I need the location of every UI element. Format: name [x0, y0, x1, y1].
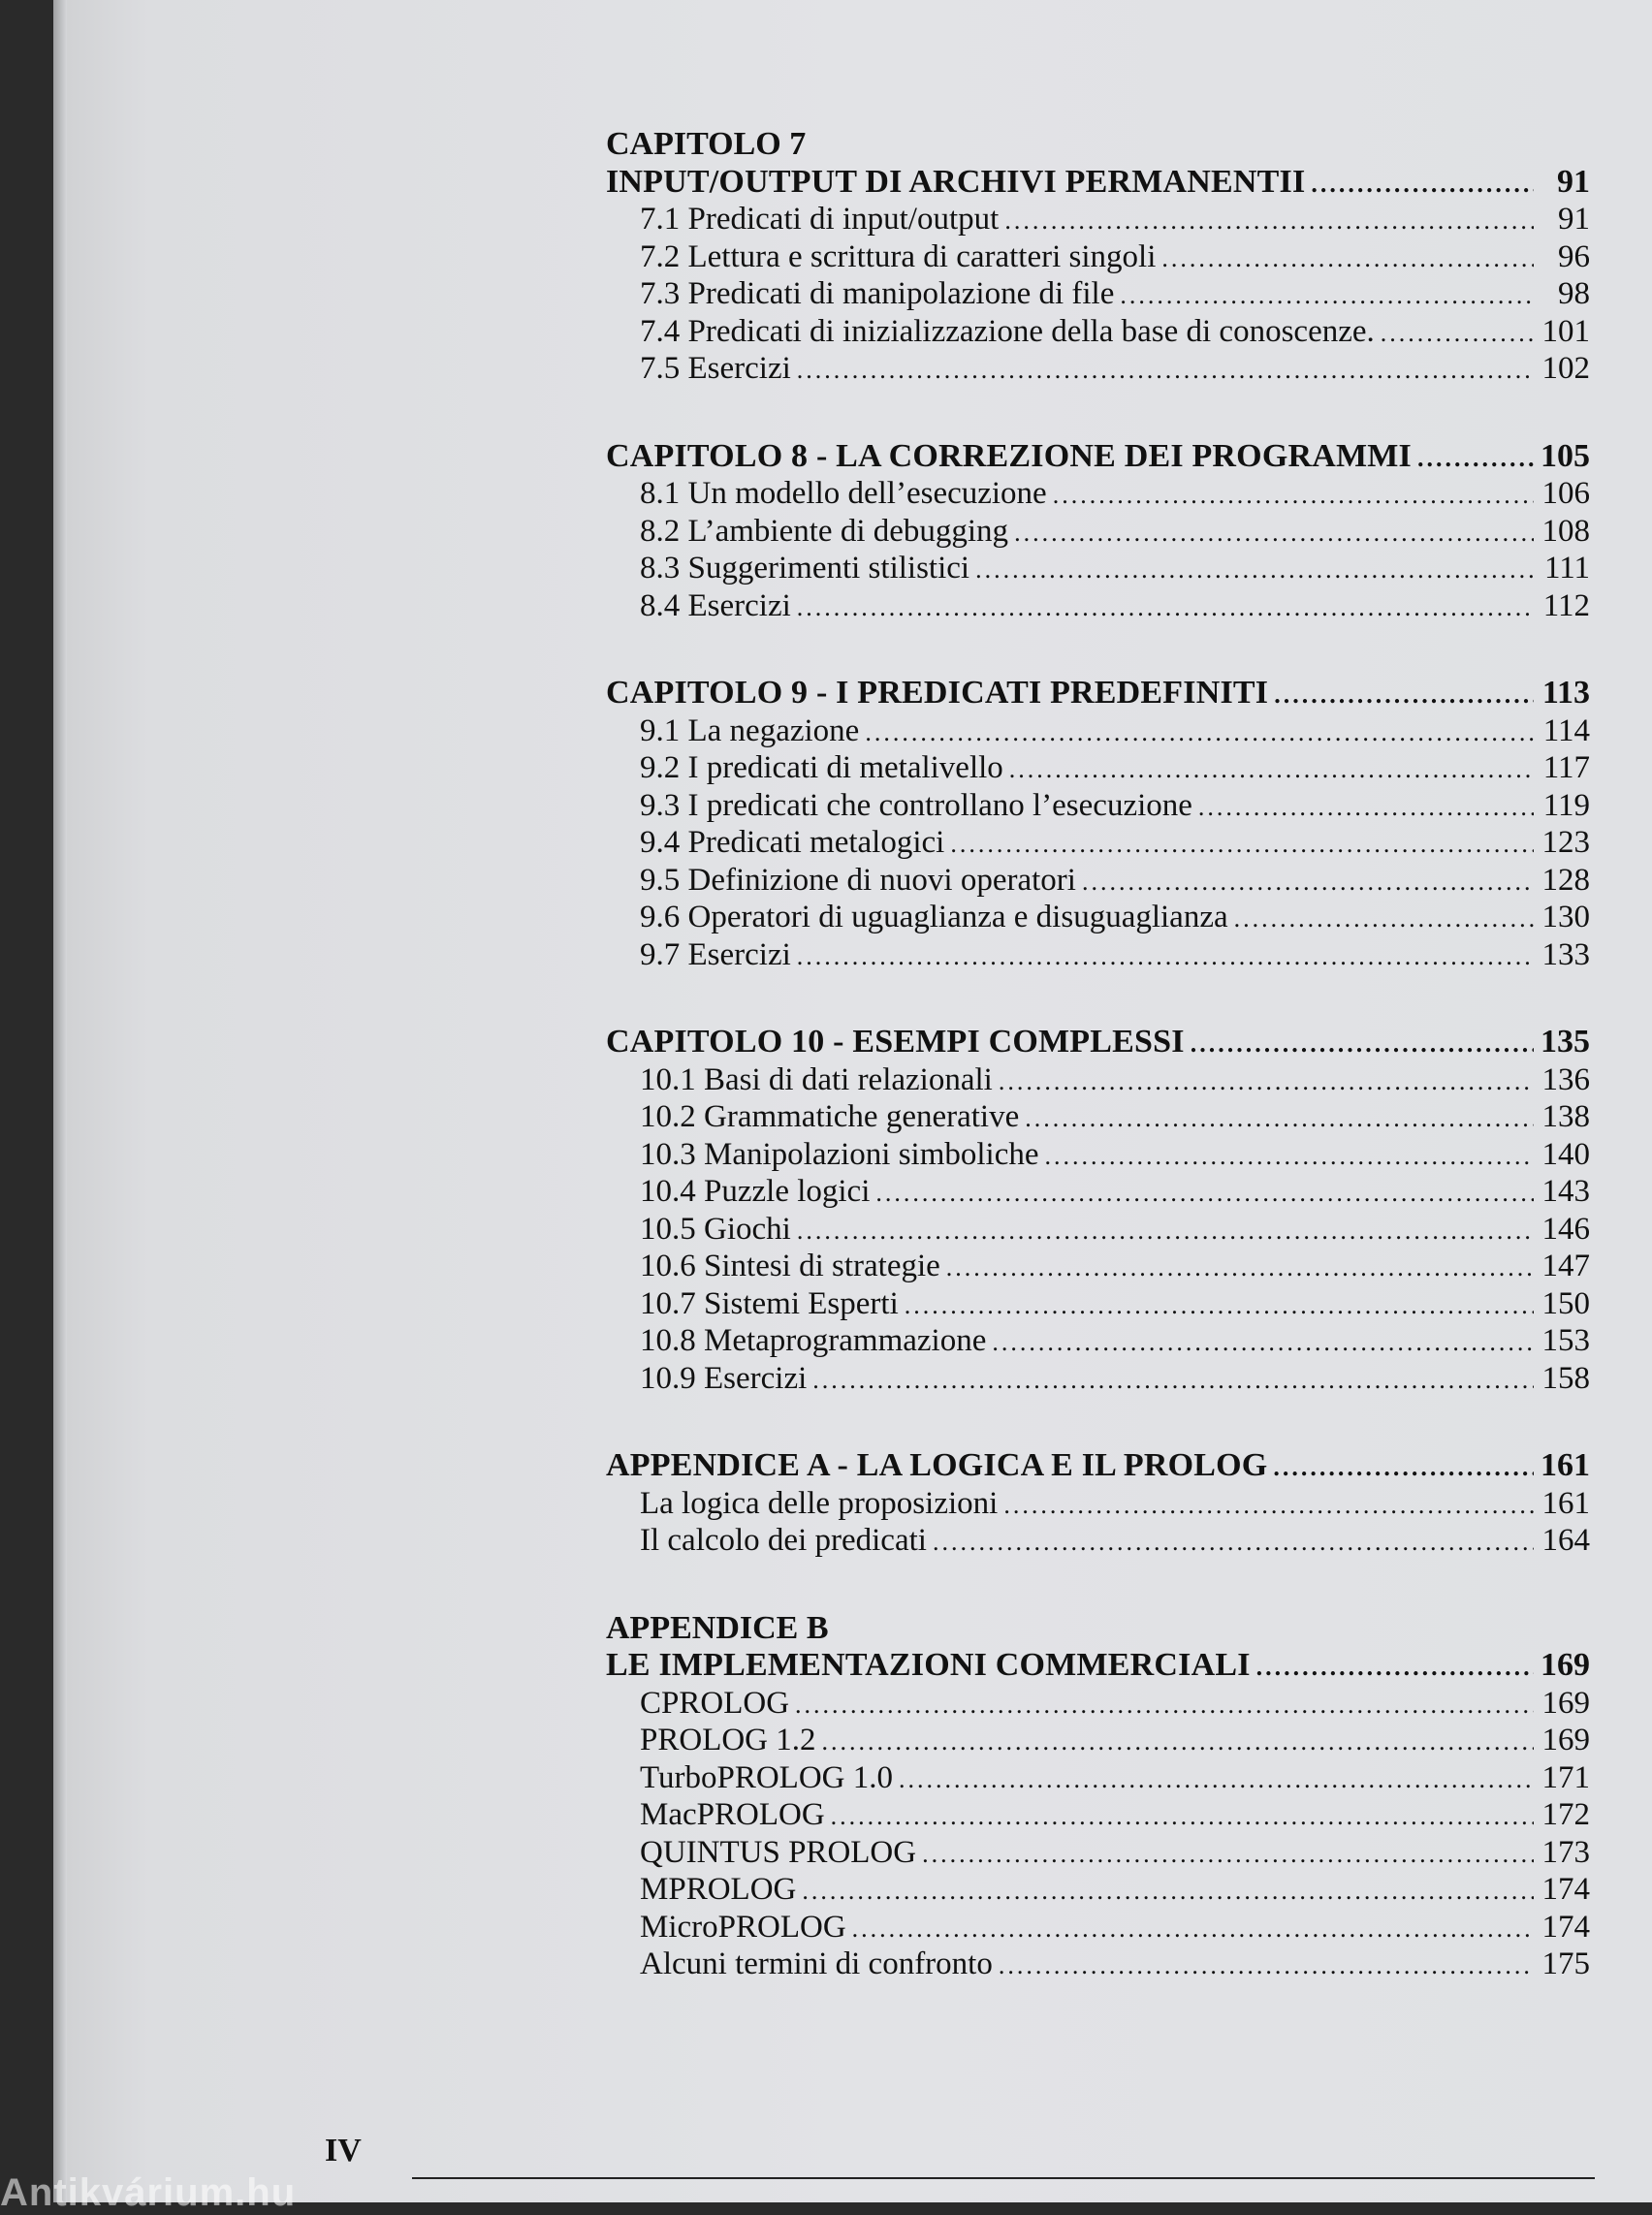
dot-leader: [1234, 901, 1534, 938]
toc-entry: [606, 824, 1590, 862]
toc-entry-text: 9.6 Operatori di uguaglianza e disuguaglianza: [640, 900, 1228, 934]
dot-leader: [1417, 440, 1534, 478]
section-title: APPENDICE B: [606, 1609, 829, 1646]
toc-entry: [606, 936, 1590, 974]
book-page: [53, 0, 1652, 2202]
chapter-heading: [606, 1447, 1590, 1485]
toc-entry: [606, 787, 1590, 825]
toc-entry: [606, 201, 1590, 238]
toc-entry-page: 133: [1541, 936, 1590, 972]
toc-entry-page: 153: [1541, 1323, 1590, 1358]
toc-entry-page: 158: [1541, 1360, 1590, 1396]
toc-entry: [606, 899, 1590, 936]
toc-entry-page: 169: [1541, 1685, 1590, 1721]
dot-leader: [992, 1324, 1534, 1362]
dot-leader: [812, 1362, 1534, 1400]
toc-entry-page: 130: [1541, 900, 1590, 934]
toc-entry: [606, 1909, 1590, 1946]
toc-entry: [606, 1871, 1590, 1909]
toc-entry-text: 10.6 Sintesi di strategie: [640, 1249, 940, 1283]
toc-entry: [606, 313, 1590, 351]
dot-leader: [831, 1798, 1534, 1836]
toc-section: [606, 1024, 1590, 1397]
toc-entry-page: 123: [1541, 825, 1590, 860]
chapter-heading-page: 113: [1541, 675, 1590, 711]
dot-leader: [1003, 1487, 1534, 1525]
toc-entry-text: 9.7 Esercizi: [640, 936, 791, 972]
toc-entry-page: 146: [1541, 1211, 1590, 1247]
toc-entry-page: 172: [1541, 1797, 1590, 1832]
toc-entry-text: 10.2 Grammatiche generative: [640, 1099, 1020, 1134]
dot-leader: [975, 552, 1534, 589]
toc-entry-page: 171: [1541, 1759, 1590, 1795]
chapter-heading-text: APPENDICE A - LA LOGICA E IL PROLOG: [606, 1447, 1268, 1483]
toc-entry-text: 9.4 Predicati metalogici: [640, 825, 945, 860]
toc-entry-text: CPROLOG: [640, 1685, 790, 1721]
toc-entry-text: 9.1 La negazione: [640, 712, 860, 748]
toc-entry-text: 10.1 Basi di dati relazionali: [640, 1061, 993, 1097]
chapter-heading-text: CAPITOLO 10 - ESEMPI COMPLESSI: [606, 1024, 1185, 1060]
dot-leader: [822, 1724, 1534, 1761]
toc-section: [606, 675, 1590, 973]
dot-leader: [1025, 1100, 1534, 1138]
toc-entry: [606, 862, 1590, 900]
toc-entry-text: 9.2 I predicati di metalivello: [640, 750, 1003, 785]
toc-entry: [606, 1098, 1590, 1136]
dot-leader: [797, 938, 1534, 976]
toc-entry: [606, 1485, 1590, 1523]
toc-entry-page: 111: [1543, 551, 1590, 585]
dot-leader: [999, 1063, 1534, 1101]
toc-entry: [606, 1285, 1590, 1323]
toc-entry-page: 136: [1541, 1061, 1590, 1097]
toc-entry: [606, 350, 1590, 388]
chapter-heading-page: 169: [1541, 1647, 1590, 1683]
toc-entry-page: 143: [1541, 1174, 1590, 1209]
toc-entry: [606, 1211, 1590, 1249]
toc-entry-page: 98: [1558, 276, 1590, 311]
toc-entry-text: 8.4 Esercizi: [640, 587, 791, 623]
toc-entry: [606, 1360, 1590, 1398]
toc-entry-text: 10.9 Esercizi: [640, 1360, 808, 1396]
dot-leader: [797, 589, 1534, 627]
toc-entry: [606, 1136, 1590, 1174]
toc-entry-page: 173: [1541, 1834, 1590, 1870]
watermark: Antikvárium.hu: [0, 2171, 297, 2214]
toc-entry-text: 10.4 Puzzle logici: [640, 1174, 871, 1209]
toc-entry-page: 174: [1541, 1909, 1590, 1945]
toc-entry-text: 8.3 Suggerimenti stilistici: [640, 551, 970, 585]
toc-entry-text: 7.1 Predicati di input/output: [640, 202, 1000, 237]
toc-entry: [606, 712, 1590, 750]
chapter-heading-page: 105: [1541, 437, 1590, 474]
toc-entry: [606, 475, 1590, 513]
toc-entry: [606, 749, 1590, 787]
chapter-heading: [606, 164, 1590, 202]
toc-entry-page: 101: [1541, 313, 1590, 349]
dot-leader: [999, 1947, 1534, 1985]
dot-leader: [1045, 1138, 1534, 1176]
toc-entry: [606, 1946, 1590, 1983]
dot-leader: [1311, 166, 1534, 204]
toc-entry: [606, 238, 1590, 276]
toc-entry: [606, 1322, 1590, 1360]
toc-section: [606, 1610, 1590, 1983]
toc-entry-text: 10.7 Sistemi Esperti: [640, 1285, 899, 1321]
dot-leader: [1053, 477, 1534, 515]
chapter-heading: [606, 438, 1590, 476]
toc-entry: [606, 1796, 1590, 1834]
toc-entry-page: 161: [1541, 1485, 1590, 1521]
dot-leader: [1273, 1449, 1534, 1487]
toc-entry-text: MicroPROLOG: [640, 1909, 846, 1945]
toc-entry-page: 140: [1541, 1136, 1590, 1172]
toc-entry-text: 7.4 Predicati di inizializzazione della base di conoscenze.: [640, 313, 1375, 349]
dot-leader: [875, 1175, 1534, 1213]
page-edge: [53, 0, 67, 2202]
dot-leader: [797, 352, 1534, 390]
toc-entry-page: 175: [1541, 1946, 1590, 1981]
dot-leader: [1009, 751, 1534, 789]
toc-entry-page: 169: [1541, 1723, 1590, 1757]
toc-entry-page: 164: [1541, 1523, 1590, 1558]
toc-entry-text: PROLOG 1.2: [640, 1723, 816, 1757]
toc-entry-text: MacPROLOG: [640, 1797, 825, 1832]
toc-entry-page: 117: [1542, 750, 1590, 785]
toc-entry: [606, 1248, 1590, 1285]
dot-leader: [1004, 203, 1534, 240]
section-title: CAPITOLO 7: [606, 126, 807, 162]
dot-leader: [852, 1911, 1534, 1948]
page-number: IV: [325, 2133, 362, 2168]
dot-leader: [1161, 240, 1534, 278]
toc-entry-text: 7.5 Esercizi: [640, 351, 791, 386]
toc-entry-page: 112: [1542, 587, 1590, 623]
chapter-heading: [606, 1024, 1590, 1061]
toc-entry-text: La logica delle proposizioni: [640, 1485, 999, 1521]
dot-leader: [865, 714, 1534, 752]
table-of-contents: [606, 126, 1590, 2034]
dot-leader: [1191, 1026, 1534, 1063]
toc-entry-text: 9.5 Definizione di nuovi operatori: [640, 862, 1076, 898]
toc-entry-text: TurboPROLOG 1.0: [640, 1759, 894, 1795]
dot-leader: [802, 1873, 1534, 1911]
chapter-heading-page: 135: [1541, 1024, 1590, 1060]
dot-leader: [1256, 1649, 1534, 1687]
chapter-heading-page: 161: [1541, 1447, 1590, 1483]
toc-entry-text: QUINTUS PROLOG: [640, 1834, 917, 1870]
chapter-heading-text: CAPITOLO 8 - LA CORREZIONE DEI PROGRAMMI: [606, 437, 1412, 474]
toc-entry-page: 102: [1541, 351, 1590, 386]
dot-leader: [905, 1287, 1534, 1325]
dot-leader: [1014, 515, 1534, 553]
toc-entry-page: 174: [1541, 1872, 1590, 1907]
dot-leader: [950, 826, 1534, 864]
dot-leader: [1120, 277, 1534, 315]
chapter-heading: [606, 675, 1590, 712]
toc-entry-page: 106: [1541, 476, 1590, 511]
chapter-heading-text: CAPITOLO 9 - I PREDICATI PREDEFINITI: [606, 675, 1269, 711]
toc-entry: [606, 1061, 1590, 1099]
toc-entry: [606, 550, 1590, 587]
dot-leader: [1198, 789, 1534, 827]
chapter-heading-text: INPUT/OUTPUT DI ARCHIVI PERMANENTII: [606, 163, 1306, 200]
footer-rule: [412, 2177, 1595, 2179]
toc-entry: [606, 275, 1590, 313]
toc-entry-text: 10.5 Giochi: [640, 1211, 791, 1247]
toc-entry-page: 128: [1541, 862, 1590, 898]
toc-entry-text: Il calcolo dei predicati: [640, 1523, 927, 1558]
toc-entry-text: 7.2 Lettura e scrittura di caratteri singoli: [640, 238, 1157, 274]
chapter-heading-page: 91: [1557, 163, 1590, 200]
toc-entry: [606, 1173, 1590, 1211]
toc-entry-page: 147: [1541, 1249, 1590, 1283]
toc-entry-text: 8.1 Un modello dell’esecuzione: [640, 476, 1047, 511]
toc-section: [606, 1447, 1590, 1560]
toc-entry-text: MPROLOG: [640, 1872, 797, 1907]
toc-entry: [606, 1685, 1590, 1723]
dot-leader: [1274, 677, 1534, 714]
toc-entry-page: 91: [1558, 202, 1590, 237]
toc-entry-text: 10.8 Metaprogrammazione: [640, 1323, 987, 1358]
toc-entry: [606, 1759, 1590, 1797]
toc-entry-page: 108: [1541, 513, 1590, 549]
dot-leader: [797, 1213, 1534, 1250]
toc-entry-text: 7.3 Predicati di manipolazione di file: [640, 276, 1115, 311]
toc-entry-page: 119: [1542, 787, 1590, 823]
dot-leader: [922, 1836, 1534, 1874]
dot-leader: [795, 1687, 1534, 1725]
toc-entry-page: 114: [1542, 712, 1590, 748]
toc-entry-text: 8.2 L’ambiente di debugging: [640, 513, 1009, 549]
dot-leader: [899, 1761, 1534, 1799]
toc-section: [606, 438, 1590, 625]
toc-entry-text: 9.3 I predicati che controllano l’esecuzione: [640, 787, 1192, 823]
toc-entry: [606, 1722, 1590, 1759]
toc-entry: [606, 1522, 1590, 1560]
toc-entry-text: 10.3 Manipolazioni simboliche: [640, 1136, 1039, 1172]
toc-entry: [606, 587, 1590, 625]
toc-entry: [606, 1834, 1590, 1872]
toc-entry-page: 96: [1558, 238, 1590, 274]
toc-section: [606, 126, 1590, 388]
dot-leader: [1082, 864, 1534, 902]
dot-leader: [1381, 315, 1534, 353]
dot-leader: [946, 1250, 1534, 1287]
chapter-heading-text: LE IMPLEMENTAZIONI COMMERCIALI: [606, 1647, 1251, 1683]
chapter-heading: [606, 1647, 1590, 1685]
page-footer: [325, 2133, 1604, 2191]
toc-entry-page: 150: [1541, 1285, 1590, 1321]
dot-leader: [933, 1524, 1534, 1562]
toc-entry: [606, 513, 1590, 551]
toc-entry-page: 138: [1541, 1099, 1590, 1134]
toc-entry-text: Alcuni termini di confronto: [640, 1946, 993, 1981]
